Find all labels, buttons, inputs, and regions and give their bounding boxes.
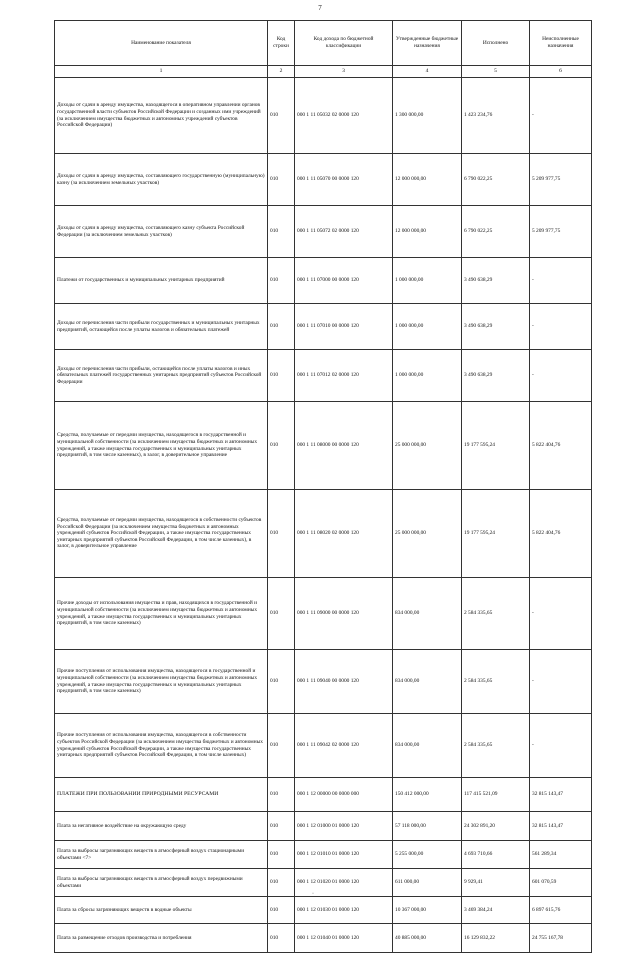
row-approved: 834 000,00: [393, 650, 462, 714]
row-income-code: 000 1 12 01020 01 0000 120: [295, 869, 393, 897]
row-name: Плата за выбросы загрязняющих веществ в атмосферный воздух стационарными объектами <7>: [55, 841, 268, 869]
row-name: Доходы от перечисления части прибыли, остающейся после уплаты налогов и иных обязательных платежей государственных унитарных предприятий субъектов Российской Федерации: [55, 350, 268, 402]
row-executed: 9 929,41: [462, 869, 530, 897]
row-name: Платежи от государственных и муниципальных унитарных предприятий: [55, 258, 268, 304]
row-executed: 2 584 335,65: [462, 650, 530, 714]
row-line-code: 010: [268, 924, 295, 953]
row-name: Плата за негативное воздействие на окружающую среду: [55, 812, 268, 841]
table-row: [55, 924, 592, 953]
row-income-code: 000 1 12 01000 01 0000 120: [295, 812, 393, 841]
row-name: Прочие доходы от использования имущества и прав, находящихся в государственной и муниципальной собственности (за исключением имущества бюджетных и автономных учреждений, а также имущества государственных и муниципальных унитарных предприятий, в том числе казенных): [55, 578, 268, 650]
header-unexecuted: Неисполненные назначения: [530, 21, 592, 66]
row-income-code: 000 1 11 08020 02 0000 120: [295, 490, 393, 578]
row-executed: 2 584 335,65: [462, 714, 530, 778]
table-row: [55, 869, 592, 897]
row-approved: 611 000,00: [393, 869, 462, 897]
row-approved: 834 000,00: [393, 578, 462, 650]
row-executed: 1 423 234,76: [462, 78, 530, 154]
header-executed: Исполнено: [462, 21, 530, 66]
row-line-code: 010: [268, 350, 295, 402]
header-name: Наименование показателя: [55, 21, 268, 66]
table-row: [55, 778, 592, 812]
row-line-code: 010: [268, 258, 295, 304]
header-approved: Утвержденные бюджетные назначения: [393, 21, 462, 66]
row-approved: 12 000 000,00: [393, 206, 462, 258]
income-report-table: [54, 20, 592, 953]
row-unexecuted: 561 289,34: [530, 841, 592, 869]
row-approved: 57 118 000,00: [393, 812, 462, 841]
row-line-code: 010: [268, 869, 295, 897]
row-line-code: 010: [268, 78, 295, 154]
row-unexecuted: -: [530, 650, 592, 714]
row-unexecuted: 32 815 143,47: [530, 812, 592, 841]
row-name: Плата за размещение отходов производства и потребления: [55, 924, 268, 953]
row-approved: 1 000 000,00: [393, 350, 462, 402]
row-approved: 40 885 000,00: [393, 924, 462, 953]
row-line-code: 010: [268, 206, 295, 258]
row-income-code: 000 1 11 08000 00 0000 120: [295, 402, 393, 490]
row-income-code: 000 1 11 09000 00 0000 120: [295, 578, 393, 650]
row-name: Средства, получаемые от передачи имущества, находящегося в собственности субъектов Российской Федерации (за исключением имущества бюджетных и автономных учреждений субъектов Российской Федерации, а также имущества государственных унитарных предприятий субъектов Российской Федерации, в том числе казенных), в залог, в доверительное управление: [55, 490, 268, 578]
row-unexecuted: -: [530, 258, 592, 304]
row-name: Средства, получаемые от передачи имущества, находящегося в государственной и муниципальной собственности (за исключением имущества бюджетных и автономных учреждений, а также имущества государственных и муниципальных унитарных предприятий, в том числе казенных), в залог, в доверительное управление: [55, 402, 268, 490]
row-approved: 25 000 000,00: [393, 402, 462, 490]
row-name: Доходы от перечисления части прибыли государственных и муниципальных унитарных предприятий, остающейся после уплаты налогов и обязательных платежей: [55, 304, 268, 350]
row-name: Доходы от сдачи в аренду имущества, составляющего казну субъекта Российской Федерации (за исключением земельных участков): [55, 206, 268, 258]
column-number: 2: [268, 66, 295, 78]
table-row: [55, 304, 592, 350]
row-line-code: 010: [268, 578, 295, 650]
row-income-code: 000 1 11 05070 00 0000 120: [295, 154, 393, 206]
row-line-code: 010: [268, 812, 295, 841]
column-number: 5: [462, 66, 530, 78]
row-unexecuted: 32 815 143,47: [530, 778, 592, 812]
row-line-code: 010: [268, 714, 295, 778]
table-row: [55, 402, 592, 490]
row-income-code: 000 1 11 05072 02 0000 120: [295, 206, 393, 258]
row-executed: 6 790 022,25: [462, 206, 530, 258]
row-approved: 25 000 000,00: [393, 490, 462, 578]
row-unexecuted: -: [530, 304, 592, 350]
row-line-code: 010: [268, 304, 295, 350]
row-executed: 19 177 595,24: [462, 490, 530, 578]
row-income-code: 000 1 12 01010 01 0000 120: [295, 841, 393, 869]
row-name: Доходы от сдачи в аренду имущества, находящегося в оперативном управлении органов государственной власти субъектов Российской Федерации и созданных ими учреждений (за исключением имущества бюджетных и автономных учреждений субъектов Российской Федерации): [55, 78, 268, 154]
row-executed: 4 693 710,66: [462, 841, 530, 869]
row-income-code: 000 1 11 07000 00 0000 120: [295, 258, 393, 304]
row-approved: 12 000 000,00: [393, 154, 462, 206]
row-unexecuted: -: [530, 78, 592, 154]
row-line-code: 010: [268, 402, 295, 490]
row-line-code: 010: [268, 154, 295, 206]
row-income-code: 000 1 11 09042 02 0000 120: [295, 714, 393, 778]
row-executed: 3 490 638,29: [462, 258, 530, 304]
table-row: [55, 78, 592, 154]
row-unexecuted: 601 070,59: [530, 869, 592, 897]
row-income-code: 000 1 12 01030 01 0000 120: [295, 897, 393, 924]
row-approved: 5 255 000,00: [393, 841, 462, 869]
row-line-code: 010: [268, 778, 295, 812]
row-unexecuted: 6 897 615,76: [530, 897, 592, 924]
row-approved: 1 300 000,00: [393, 78, 462, 154]
row-income-code: 000 1 11 05032 02 0000 120: [295, 78, 393, 154]
table-row: [55, 578, 592, 650]
row-unexecuted: -: [530, 350, 592, 402]
table-row: [55, 350, 592, 402]
row-line-code: 010: [268, 841, 295, 869]
table-row: [55, 841, 592, 869]
table-row: [55, 714, 592, 778]
row-income-code: 000 1 11 07012 02 0000 120: [295, 350, 393, 402]
row-name: Плата за выбросы загрязняющих веществ в атмосферный воздух передвижными объектами: [55, 869, 268, 897]
row-line-code: 010: [268, 650, 295, 714]
row-income-code: 000 1 12 00000 00 0000 000: [295, 778, 393, 812]
row-executed: 16 129 832,22: [462, 924, 530, 953]
row-approved: 1 000 000,00: [393, 258, 462, 304]
row-executed: 19 177 595,24: [462, 402, 530, 490]
row-income-code: 000 1 11 09040 00 0000 120: [295, 650, 393, 714]
header-line-code: Код строки: [268, 21, 295, 66]
column-number: 6: [530, 66, 592, 78]
row-income-code: 000 1 11 07010 00 0000 120: [295, 304, 393, 350]
column-number: 4: [393, 66, 462, 78]
row-unexecuted: 5 822 404,76: [530, 490, 592, 578]
row-unexecuted: 5 822 404,76: [530, 402, 592, 490]
row-approved: 10 367 000,00: [393, 897, 462, 924]
table-row: [55, 812, 592, 841]
header-income-code: Код дохода по бюджетной классификации: [295, 21, 393, 66]
row-approved: 1 000 000,00: [393, 304, 462, 350]
row-approved: 834 000,00: [393, 714, 462, 778]
table-row: [55, 206, 592, 258]
row-unexecuted: -: [530, 578, 592, 650]
column-number: 1: [55, 66, 268, 78]
row-line-code: 010: [268, 897, 295, 924]
page-number: 7: [318, 4, 322, 12]
row-name: Прочие поступления от использования имущества, находящегося в государственной и муниципальной собственности (за исключением имущества бюджетных и автономных учреждений, а также имущества государственных и муниципальных унитарных предприятий, в том числе казенных): [55, 650, 268, 714]
row-unexecuted: 5 209 977,75: [530, 154, 592, 206]
table-row: [55, 154, 592, 206]
row-executed: 117 415 521,09: [462, 778, 530, 812]
row-executed: 24 302 891,20: [462, 812, 530, 841]
row-unexecuted: 5 209 977,75: [530, 206, 592, 258]
table-column-numbers-row: [55, 66, 592, 78]
row-name: Прочие поступления от использования имущества, находящегося в собственности субъектов Российской Федерации (за исключением имущества бюджетных и автономных учреждений субъектов Российской Федерации, а также имущества государственных унитарных предприятий субъектов Российской Федерации, в том числе казенных): [55, 714, 268, 778]
row-executed: 3 469 384,24: [462, 897, 530, 924]
row-executed: 2 584 335,65: [462, 578, 530, 650]
row-executed: 6 790 022,25: [462, 154, 530, 206]
row-name: Плата за сбросы загрязняющих веществ в водные объекты: [55, 897, 268, 924]
table-row: [55, 258, 592, 304]
table-row: [55, 650, 592, 714]
row-name: ПЛАТЕЖИ ПРИ ПОЛЬЗОВАНИИ ПРИРОДНЫМИ РЕСУРСАМИ: [55, 778, 268, 812]
row-income-code: 000 1 12 01040 01 0000 120: [295, 924, 393, 953]
column-number: 3: [295, 66, 393, 78]
row-name: Доходы от сдачи в аренду имущества, составляющего государственную (муниципальную) казну (за исключением земельных участков): [55, 154, 268, 206]
row-executed: 3 490 638,29: [462, 350, 530, 402]
row-approved: 150 412 000,00: [393, 778, 462, 812]
table-row: [55, 897, 592, 924]
row-unexecuted: 24 755 167,78: [530, 924, 592, 953]
footer-mark: ·: [312, 891, 314, 897]
table-header-row: [55, 21, 592, 66]
row-unexecuted: -: [530, 714, 592, 778]
row-line-code: 010: [268, 490, 295, 578]
row-executed: 3 490 638,29: [462, 304, 530, 350]
table-row: [55, 490, 592, 578]
